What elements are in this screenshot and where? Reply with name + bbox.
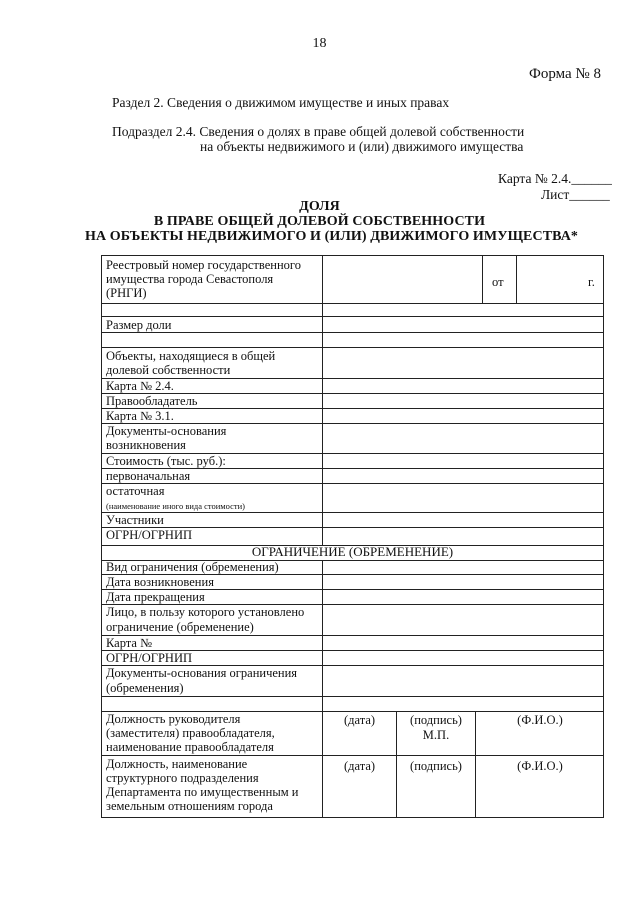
restriction-header: ОГРАНИЧЕНИЕ (ОБРЕМЕНЕНИЕ) <box>251 544 454 559</box>
document-title-line3: НА ОБЪЕКТЫ НЕДВИЖИМОГО И (ИЛИ) ДВИЖИМОГО ИМУЩЕСТВА* <box>84 229 579 244</box>
card-number: Карта № 2.4.______ <box>498 171 612 186</box>
document-title-line2: В ПРАВЕ ОБЩЕЙ ДОЛЕВОЙ СОБСТВЕННОСТИ <box>153 214 486 229</box>
date-label-2: (дата) <box>343 759 376 773</box>
beneficiary-label-2: ограничение (обременение) <box>106 620 254 634</box>
initial-cost-label: первоначальная <box>106 469 191 483</box>
subsection-heading: Подраздел 2.4. Сведения о долях в праве общей долевой собственности <box>112 124 525 139</box>
card-31-label: Карта № 3.1. <box>106 409 174 423</box>
end-date-label: Дата прекращения <box>106 590 205 604</box>
form-number: Форма № 8 <box>529 66 601 82</box>
dept-position-label-4: земельным отношениям города <box>106 799 273 813</box>
cost-label: Стоимость (тыс. руб.): <box>106 454 226 468</box>
card-no-label: Карта № <box>106 636 153 650</box>
signature-label-2: (подпись) <box>410 759 462 773</box>
dept-position-label-3: Департамента по имущественным и <box>106 785 299 799</box>
origin-date-label: Дата возникновения <box>106 575 214 589</box>
head-position-label: Должность руководителя <box>106 712 241 726</box>
ogrn-label-2: ОГРН/ОГРНИП <box>106 651 192 665</box>
registry-label-2: имущества города Севастополя <box>106 272 274 286</box>
year-label: г. <box>588 275 595 289</box>
head-position-label-3: наименование правообладателя <box>106 740 274 754</box>
restriction-docs-label-2: (обременения) <box>106 681 184 695</box>
registry-label: Реестровый номер государственного <box>106 258 301 272</box>
share-size-label: Размер доли <box>106 318 172 332</box>
dept-position-label-2: структурного подразделения <box>106 771 259 785</box>
fio-label: (Ф.И.О.) <box>517 713 563 727</box>
registry-label-3: (РНГИ) <box>106 286 147 300</box>
date-label: (дата) <box>343 713 376 727</box>
docs-basis-label-2: возникновения <box>106 438 186 452</box>
section-heading: Раздел 2. Сведения о движимом имуществе и иных правах <box>112 95 450 110</box>
residual-cost-label: остаточная <box>106 484 165 498</box>
docs-basis-label: Документы-основания <box>106 424 227 438</box>
subsection-heading-cont: на объекты недвижимого и (или) движимого имущества <box>200 139 524 154</box>
dept-position-label: Должность, наименование <box>106 757 248 771</box>
head-position-label-2: (заместителя) правообладателя, <box>106 726 275 740</box>
stamp-label: М.П. <box>422 728 450 742</box>
fio-label-2: (Ф.И.О.) <box>517 759 563 773</box>
beneficiary-label: Лицо, в пользу которого установлено <box>106 605 305 619</box>
document-title: ДОЛЯ <box>299 199 340 214</box>
ogrn-label: ОГРН/ОГРНИП <box>106 528 192 542</box>
objects-label-2: долевой собственности <box>106 363 231 377</box>
signature-label: (подпись) <box>410 713 462 727</box>
objects-label: Объекты, находящиеся в общей <box>106 349 276 363</box>
card-24-label: Карта № 2.4. <box>106 379 174 393</box>
page-number: 18 <box>312 36 327 51</box>
participants-label: Участники <box>106 513 164 527</box>
sheet-number: Лист______ <box>541 187 610 202</box>
from-label: от <box>492 275 504 289</box>
restriction-type-label: Вид ограничения (обременения) <box>106 560 279 574</box>
other-cost-label: (наименование иного вида стоимости) <box>106 501 245 511</box>
restriction-docs-label: Документы-основания ограничения <box>106 666 298 680</box>
right-holder-label: Правообладатель <box>106 394 198 408</box>
